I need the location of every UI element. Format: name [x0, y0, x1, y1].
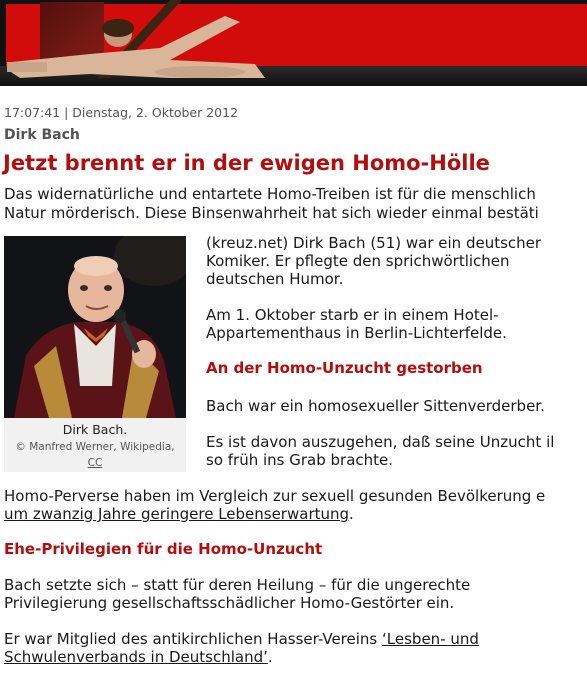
article-timestamp: 17:07:41 | Dienstag, 2. Oktober 2012: [4, 105, 239, 120]
paragraph-line: [4, 505, 545, 523]
paragraph-line: (kreuz.net) Dirk Bach (51) war ein deutscher: [206, 234, 542, 252]
article-lead: [4, 185, 539, 223]
paragraph-line: so früh ins Grab brachte.: [206, 451, 394, 469]
header-banner: [0, 0, 587, 86]
paragraph-line: Appartementhaus in Berlin-Lichterfelde.: [206, 324, 507, 342]
subheading-2: Ehe-Privilegien für die Homo-Unzucht: [4, 540, 323, 558]
paragraph-6: [4, 576, 470, 612]
paragraph-5: [4, 487, 545, 523]
photo-license: [4, 457, 186, 469]
paragraph-line: Es ist davon auszugehen, daß seine Unzucht il: [206, 433, 555, 451]
paragraph-line: Privilegierung gesellschaftsschädlicher Homo-Gestörter ein.: [4, 594, 455, 612]
paragraph-line: deutschen Humor.: [206, 270, 344, 288]
paragraph-line: Am 1. Oktober starb er in einem Hotel-: [206, 306, 499, 324]
article-author: Dirk Bach: [4, 127, 80, 143]
lsvd-link-part1[interactable]: ‘Lesben- und: [382, 630, 479, 648]
lead-line-2: Natur mörderisch. Diese Binsenwahrheit hat sich wieder einmal bestäti: [4, 204, 539, 222]
paragraph-line: Komiker. Er pflegte den sprichwörtlichen: [206, 252, 510, 270]
paragraph-line: [4, 648, 479, 666]
license-link[interactable]: CC: [87, 457, 103, 469]
paragraph-line: [4, 630, 479, 648]
article-headline: Jetzt brennt er in der ewigen Homo-Hölle: [3, 151, 490, 175]
subheading-1: An der Homo-Unzucht gestorben: [206, 359, 483, 377]
paragraph-3: Bach war ein homosexueller Sittenverderber.: [206, 397, 545, 415]
photo-credit: © Manfred Werner, Wikipedia,: [15, 441, 175, 453]
lead-line-1: Das widernatürliche und entartete Homo-Treiben ist für die menschlich: [4, 185, 536, 203]
paragraph-text: Er war Mitglied des antikirchlichen Hasser-Vereins: [4, 630, 383, 648]
portrait-image: [4, 236, 186, 418]
lsvd-link-part2[interactable]: Schwulenverbands in Deutschland’: [4, 648, 268, 666]
paragraph-end: .: [349, 505, 354, 523]
paragraph-line: Bach setzte sich – statt für deren Heilung – für die ungerechte: [4, 576, 471, 594]
paragraph-end: .: [267, 648, 273, 666]
photo-figure: [4, 236, 186, 472]
paragraph-4: [206, 433, 554, 469]
paragraph-death: [206, 306, 507, 342]
paragraph-7: [4, 630, 479, 666]
life-expectancy-link[interactable]: um zwanzig Jahre geringere Lebenserwartung: [4, 505, 350, 523]
paragraph-intro: [206, 234, 541, 288]
paragraph-line: Homo-Perverse haben im Vergleich zur sexuell gesunden Bevölkerung e: [4, 487, 546, 505]
crucifix-header-image: [0, 0, 587, 86]
dirk-bach-photo: [4, 236, 186, 418]
photo-caption: Dirk Bach.: [62, 422, 128, 437]
